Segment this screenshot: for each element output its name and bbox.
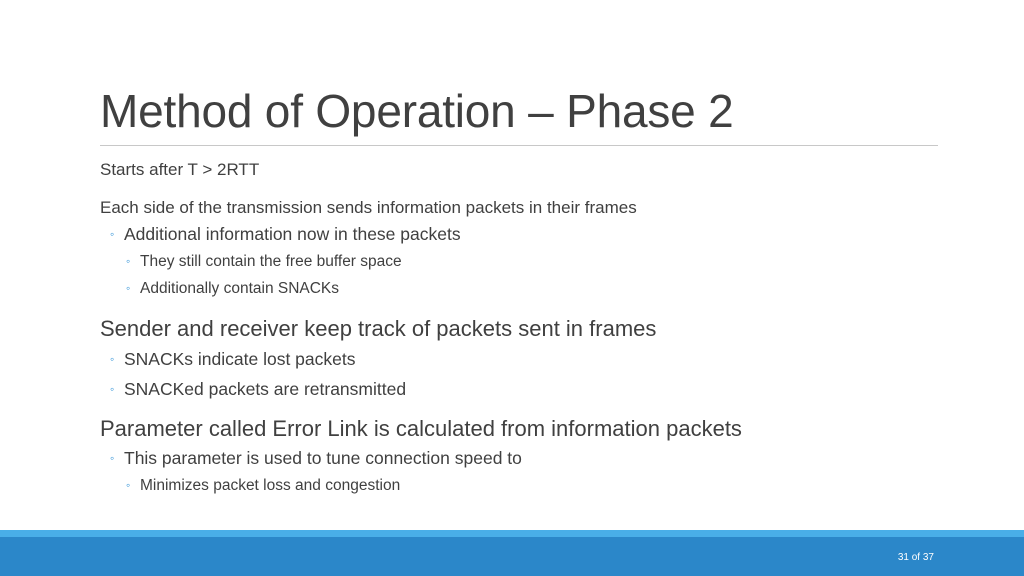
bullet-level2-text: This parameter is used to tune connection speed to — [124, 448, 522, 468]
bullet-level2-text: SNACKed packets are retransmitted — [124, 379, 407, 399]
bullet-level3 — [100, 275, 940, 302]
bullet-circle-icon: ◦ — [126, 478, 131, 492]
bullet-circle-icon: ◦ — [126, 254, 131, 268]
bullet-circle-icon: ◦ — [110, 227, 115, 241]
bullet-level1: Parameter called Error Link is calculated from information packets — [100, 416, 742, 441]
bullet-level3-text: They still contain the free buffer space — [140, 253, 402, 270]
bullet-level3-text: Minimizes packet loss and congestion — [140, 477, 401, 494]
bullet-circle-icon: ◦ — [126, 281, 131, 295]
footer-band — [0, 537, 1024, 576]
bullet-level2 — [100, 220, 940, 248]
bullet-level1: Starts after T > 2RTT — [100, 160, 260, 179]
bullet-level3 — [100, 472, 940, 499]
slide-title: Method of Operation – Phase 2 — [100, 85, 734, 137]
bullet-level1: Sender and receiver keep track of packets sent in frames — [100, 316, 657, 341]
bullet-circle-icon: ◦ — [110, 352, 115, 366]
page-number: 31 of 37 — [897, 552, 934, 563]
bullet-level2-text: SNACKs indicate lost packets — [124, 349, 356, 369]
bullet-circle-icon: ◦ — [110, 451, 115, 465]
bullet-level2 — [100, 374, 940, 404]
bullet-list — [100, 158, 940, 499]
title-divider — [100, 145, 938, 146]
bullet-level2-text: Additional information now in these packets — [124, 224, 461, 244]
footer-accent-band — [0, 530, 1024, 537]
bullet-level3-text: Additionally contain SNACKs — [140, 280, 340, 297]
bullet-level2 — [100, 344, 940, 374]
bullet-level1: Each side of the transmission sends information packets in their frames — [100, 198, 637, 217]
bullet-level2 — [100, 444, 940, 472]
bullet-level3 — [100, 248, 940, 275]
bullet-circle-icon: ◦ — [110, 382, 115, 396]
